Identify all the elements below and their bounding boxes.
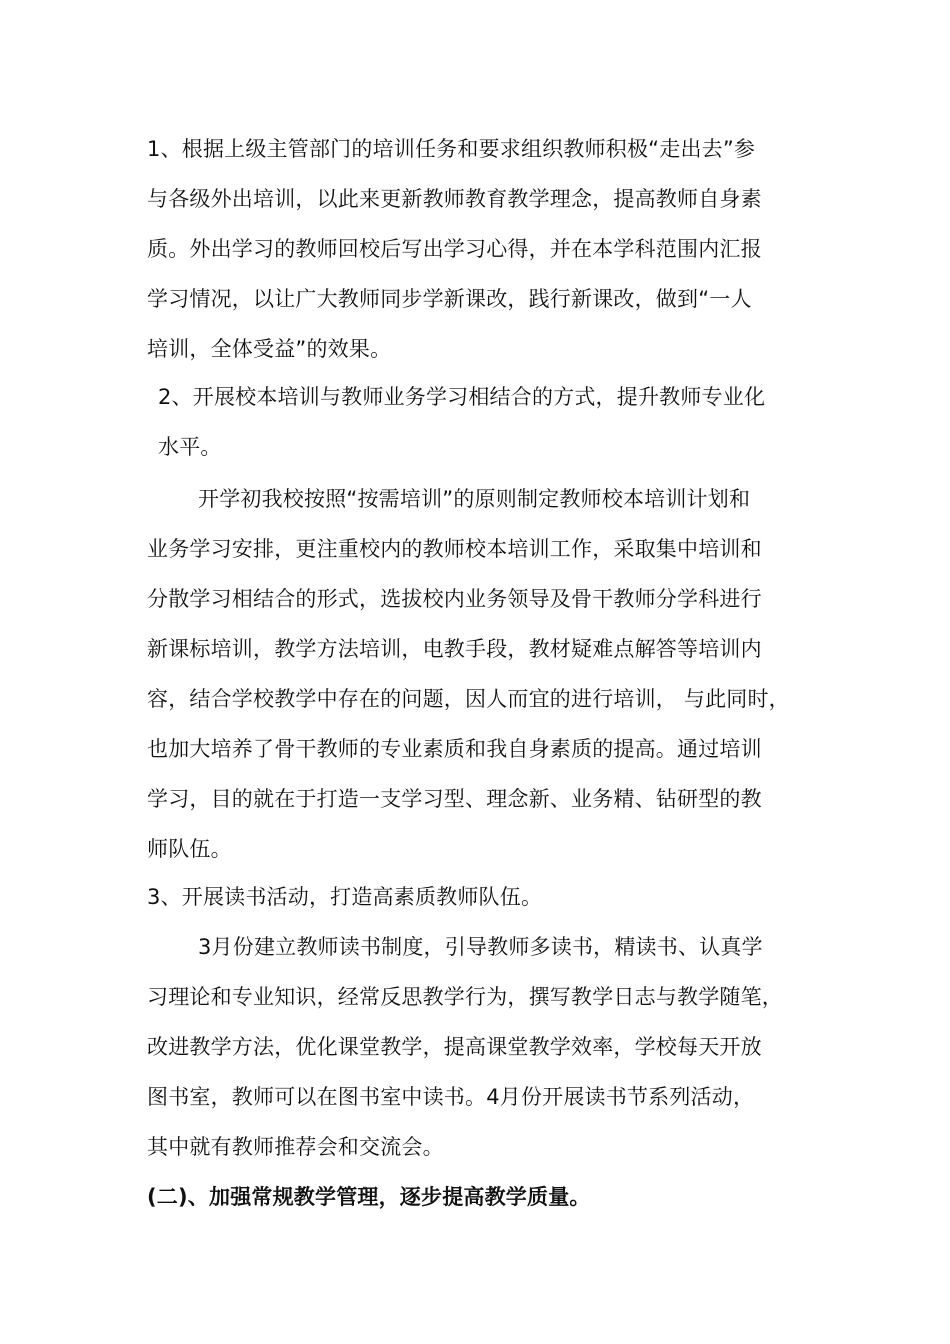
text-line: 培训，全体受益”的效果。	[147, 337, 392, 361]
text-line: 水平。	[158, 435, 222, 459]
text-line: 师队伍。	[147, 837, 232, 861]
section-heading-bold: (二)、加强常规教学管理，逐步提高教学质量。	[147, 1185, 591, 1209]
paragraph-first-line: 开学初我校按照“按需培训”的原则制定教师校本培训计划和	[198, 487, 751, 511]
text-line: 新课标培训，教学方法培训，电教手段，教材疑难点解答等培训内	[147, 637, 762, 661]
text-line: 质。外出学习的教师回校后写出学习心得，并在本学科范围内汇报	[147, 237, 762, 261]
text-line: 其中就有教师推荐会和交流会。	[147, 1135, 444, 1159]
section-heading: 2、开展校本培训与教师业务学习相结合的方式，提升教师专业化	[158, 385, 766, 409]
text-line: 图书室，教师可以在图书室中读书。4月份开展读书节系列活动，	[147, 1085, 755, 1109]
text-line: 业务学习安排，更注重校内的教师校本培训工作，采取集中培训和	[147, 537, 762, 561]
text-line: 与各级外出培训，以此来更新教师教育教学理念，提高教师自身素	[147, 187, 762, 211]
text-line: 改进教学方法，优化课堂教学，提高课堂教学效率，学校每天开放	[147, 1035, 762, 1059]
text-line: 也加大培养了骨干教师的专业素质和我自身素质的提高。通过培训	[147, 737, 762, 761]
text-line: 1、根据上级主管部门的培训任务和要求组织教师积极“走出去”参	[147, 137, 756, 161]
text-line: 学习，目的就在于打造一支学习型、理念新、业务精、钻研型的教	[147, 787, 762, 811]
text-line: 分散学习相结合的形式，选拔校内业务领导及骨干教师分学科进行	[147, 587, 762, 611]
paragraph-first-line: 3月份建立教师读书制度，引导教师多读书，精读书、认真学	[198, 935, 763, 959]
text-line: 学习情况，以让广大教师同步学新课改，践行新课改，做到“一人	[147, 287, 752, 311]
text-line: 容，结合学校教学中存在的问题，因人而宜的进行培训， 与此同时，	[147, 687, 790, 711]
section-heading: 3、开展读书活动，打造高素质教师队伍。	[147, 885, 543, 909]
text-line: 习理论和专业知识，经常反思教学行为，撰写教学日志与教学随笔，	[147, 985, 783, 1009]
